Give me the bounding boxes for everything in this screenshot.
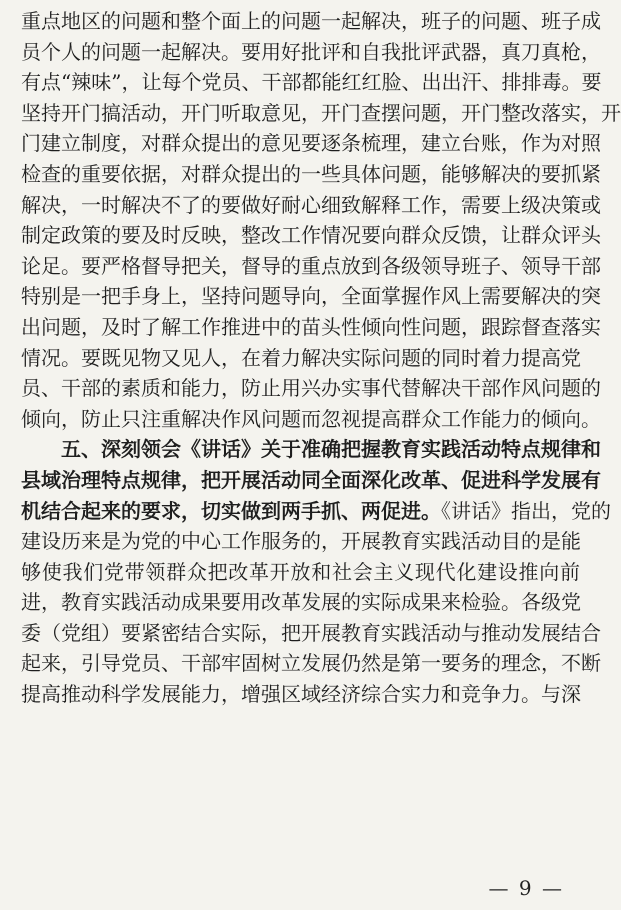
- text-line: 门建立制度，对群众提出的意见要逐条梳理，建立台账，作为对照: [21, 131, 601, 156]
- text-line: 解决，一时解决不了的要做好耐心细致解释工作，需要上级决策或: [21, 192, 601, 217]
- text-line: 委（党组）要紧密结合实际，把开展教育实践活动与推动发展结合: [21, 620, 601, 645]
- text-line: 建设历来是为党的中心工作服务的，开展教育实践活动目的是能: [21, 529, 581, 554]
- section-heading-line: 五、深刻领会《讲话》关于准确把握教育实践活动特点规律和: [61, 437, 601, 462]
- text-line: 特别是一把手身上，坚持问题导向，全面掌握作风上需要解决的突: [21, 284, 601, 309]
- text-line: 出问题，及时了解工作推进中的苗头性倾向性问题，跟踪督查落实: [21, 314, 601, 339]
- text-line: 倾向，防止只注重解决作风问题而忽视提高群众工作能力的倾向。: [21, 406, 601, 431]
- page-number: — 9 —: [488, 876, 564, 900]
- text-line: 员个人的问题一起解决。要用好批评和自我批评武器，真刀真枪，: [21, 39, 601, 64]
- text-line: 起来，引导党员、干部牢固树立发展仍然是第一要务的理念，不断: [21, 651, 601, 676]
- text-line: 有点“辣味”，让每个党员、干部都能红红脸、出出汗、排排毒。要: [21, 70, 602, 95]
- heading-tail-text: 《讲话》指出，党的: [441, 498, 611, 523]
- text-line: 员、干部的素质和能力，防止用兴办实事代替解决干部作风问题的: [21, 376, 601, 401]
- text-line: 够使我们党带领群众把改革开放和社会主义现代化建设推向前: [21, 559, 580, 584]
- text-line: 进，教育实践活动成果要用改革发展的实际成果来检验。各级党: [21, 590, 581, 615]
- text-line: 重点地区的问题和整个面上的问题一起解决，班子的问题、班子成: [21, 9, 601, 33]
- paragraph-work-requirements: [21, 6, 621, 434]
- text-line: 论足。要严格督导把关，督导的重点放到各级领导班子、领导干部: [21, 253, 601, 278]
- section-heading-line: 县域治理特点规律，把开展活动同全面深化改革、促进科学发展有: [21, 467, 601, 492]
- text-line: 提高推动科学发展能力，增强区域经济综合实力和竞争力。与深: [21, 682, 581, 707]
- text-line: 坚持开门搞活动，开门听取意见，开门查摆问题，开门整改落实，开: [21, 100, 621, 125]
- section-five-paragraph: [21, 434, 611, 709]
- section-heading-text: 机结合起来的要求，切实做到两手抓、两促进。: [21, 498, 441, 523]
- text-line: 检查的重要依据，对群众提出的一些具体问题，能够解决的要抓紧: [21, 161, 601, 186]
- text-line: 制定政策的要及时反映，整改工作情况要向群众反馈，让群众评头: [21, 223, 601, 248]
- section-heading-line-mixed: [21, 496, 611, 527]
- text-line: 情况。要既见物又见人，在着力解决实际问题的同时着力提高党: [21, 345, 581, 370]
